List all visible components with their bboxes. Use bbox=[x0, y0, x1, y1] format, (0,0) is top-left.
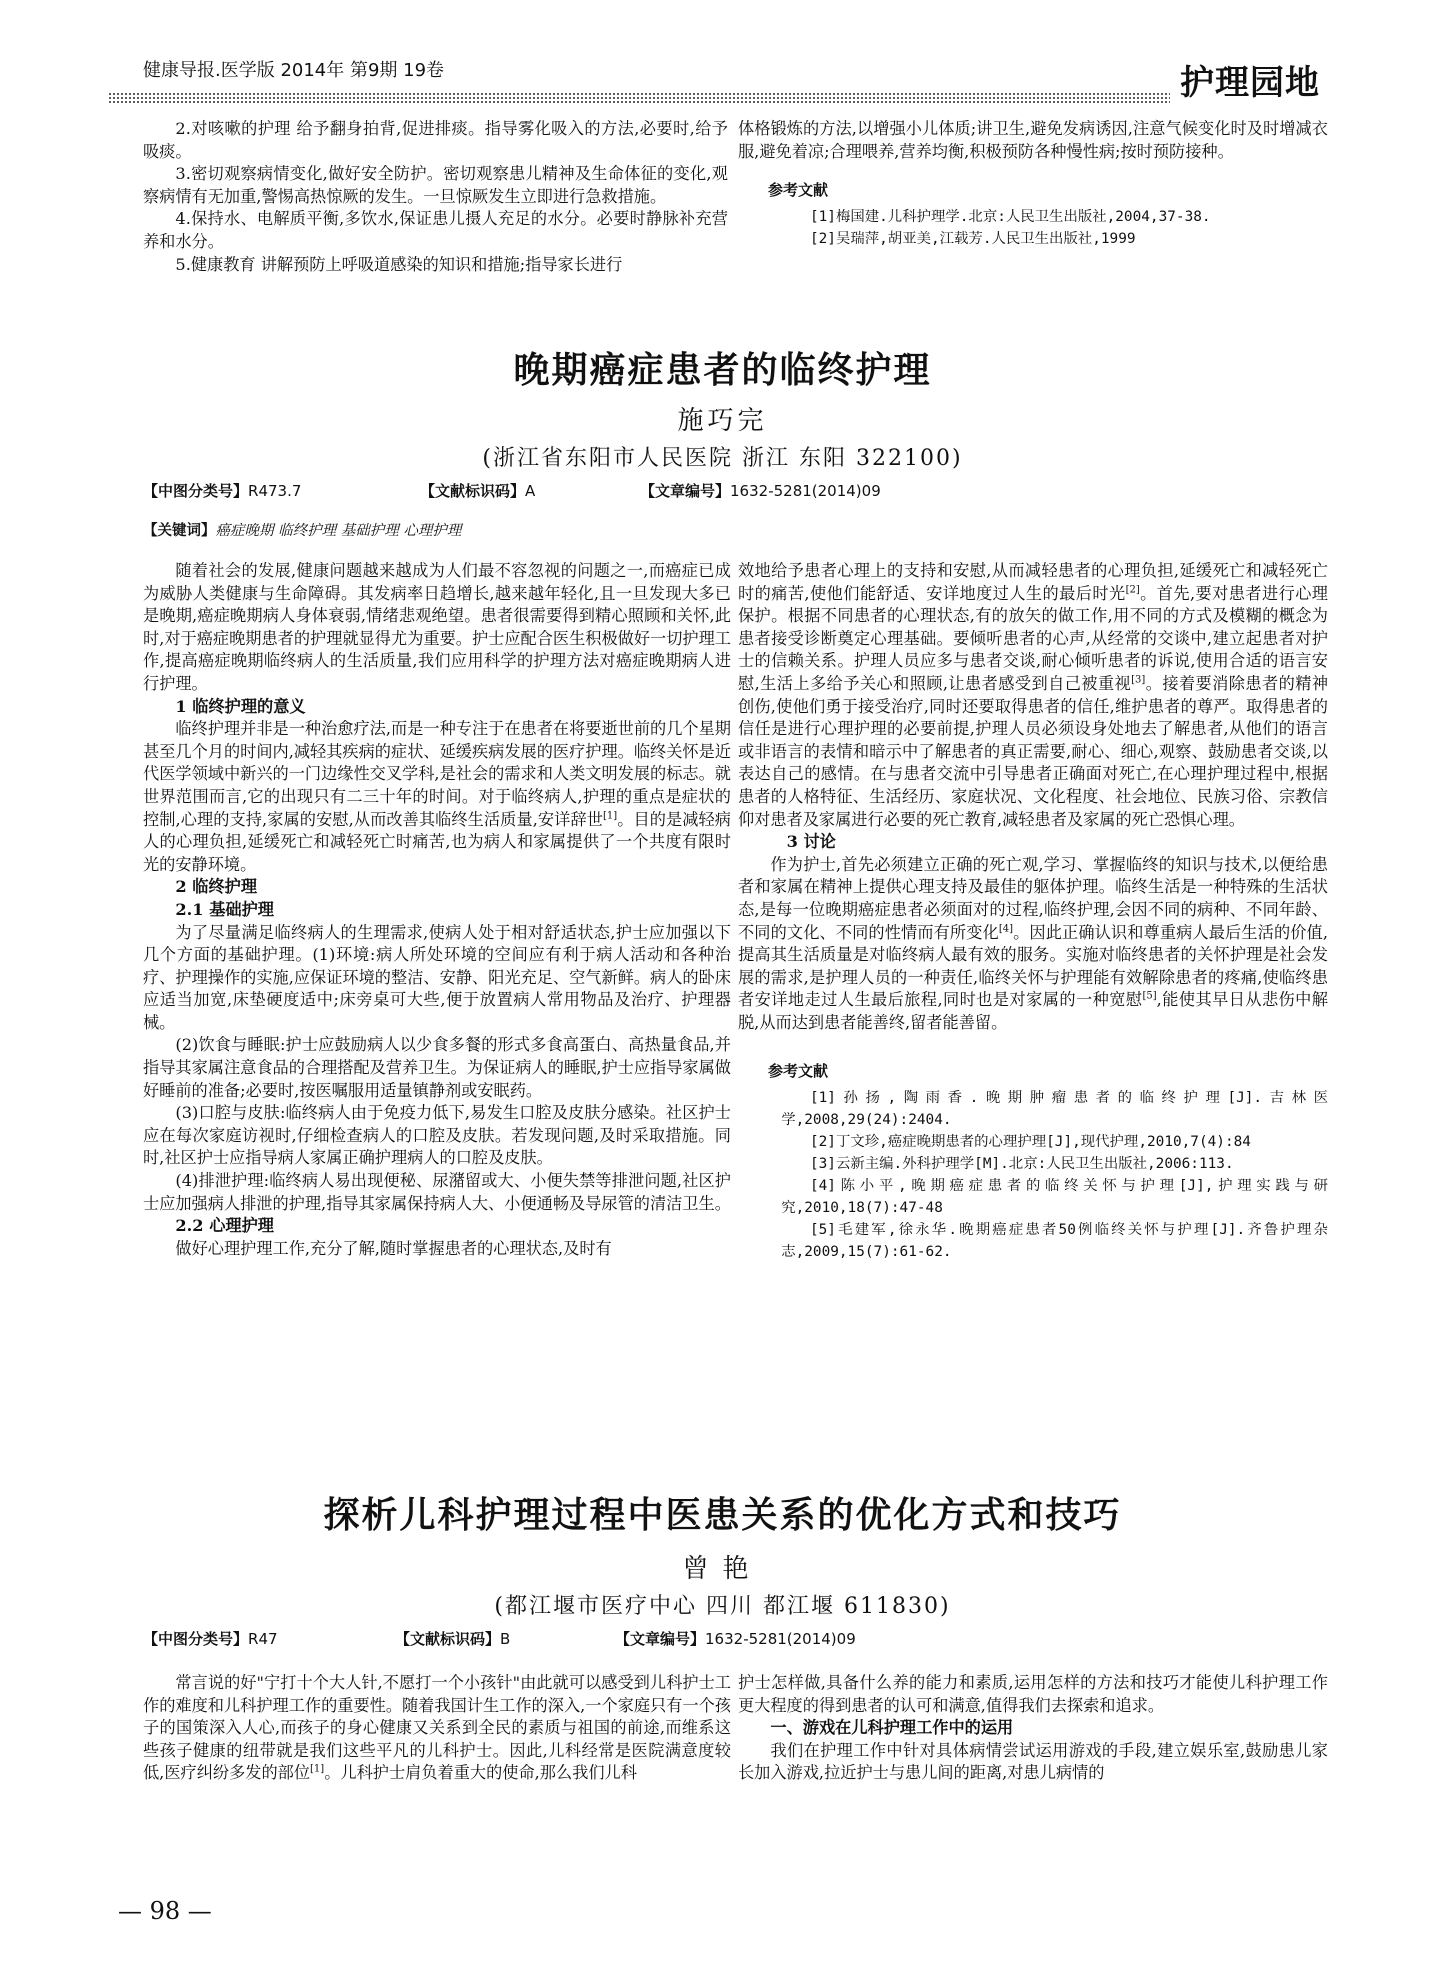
citation: [5] bbox=[1142, 990, 1157, 1002]
reference-item: [1]孙扬,陶雨香.晚期肿瘤患者的临终护理[J].吉林医学,2008,29(24):2404. bbox=[781, 1090, 1328, 1129]
paragraph: (4)排泄护理:临终病人易出现便秘、尿潴留或大、小便失禁等排泄问题,社区护士应加强病人排泄的护理,指导其家属保持病人大、小便通畅及导尿管的清洁卫生。 bbox=[143, 1171, 731, 1213]
subsection-heading: 2.1 基础护理 bbox=[175, 899, 274, 919]
paragraph: 为了尽量满足临终病人的生理需求,使病人处于相对舒适状态,护士应加强以下几个方面的基础护理。(1)环境:病人所处环境的空间应有利于病人活动和各种治疗、护理操作的实施,应保证环境的整洁、安静、阳光充足、空气新鲜。病人的卧床应适当加宽,床垫硬度适中;床旁桌可大些,便于放置病人常用物品及治疗、护理器械。 bbox=[143, 922, 731, 1032]
paragraph: (2)饮食与睡眠:护士应鼓励病人以少食多餐的形式多食高蛋白、高热量食品,并指导其家属注意食品的合理搭配及营养卫生。为保证病人的睡眠,护士应指导家属做好睡前的准备;必要时,按医嘱服用适量镇静剂或安眠药。 bbox=[143, 1035, 731, 1100]
citation: [3] bbox=[1131, 674, 1146, 686]
references-heading: 参考文献 bbox=[768, 1062, 829, 1081]
article2-right-column bbox=[738, 1672, 1328, 1785]
paragraph: 护士怎样做,具备什么养的能力和素质,运用怎样的方法和技巧才能使儿科护理工作更大程度的得到患者的认可和满意,值得我们去探索和追求。 bbox=[738, 1673, 1328, 1715]
reference-item: [2]吴瑞萍,胡亚美,江载芳.人民卫生出版社,1999 bbox=[809, 230, 1136, 247]
page-number: — 98 — bbox=[118, 1897, 212, 1925]
article1-author: 施巧完 bbox=[677, 406, 768, 436]
article2-affiliation: (都江堰市医疗中心 四川 都江堰 611830) bbox=[494, 1594, 951, 1619]
paragraph: 4.保持水、电解质平衡,多饮水,保证患儿摄人充足的水分。必要时静脉补充营养和水分。 bbox=[143, 209, 728, 251]
subsection-heading: 2.2 心理护理 bbox=[175, 1216, 274, 1236]
article2-left-column bbox=[143, 1672, 731, 1785]
references-heading: 参考文献 bbox=[768, 181, 829, 200]
article1-article-number: 【文章编号】1632-5281(2014)09 bbox=[640, 482, 881, 500]
article2-doc-code: 【文献标识码】B bbox=[395, 1630, 511, 1648]
header-dotted-rule bbox=[108, 92, 1170, 104]
article2-title: 探析儿科护理过程中医患关系的优化方式和技巧 bbox=[323, 1495, 1122, 1536]
section-heading: 2 临终护理 bbox=[175, 877, 258, 897]
reference-item: [1]梅国建.儿科护理学.北京:人民卫生出版社,2004,37-38. bbox=[809, 208, 1211, 225]
citation: [2] bbox=[1125, 584, 1140, 596]
citation: [1] bbox=[310, 1763, 325, 1775]
reference-item: [5]毛建军,徐永华.晚期癌症患者50例临终关怀与护理[J].齐鲁护理杂志,2009,15(7):61-62. bbox=[781, 1222, 1328, 1261]
paragraph: 3.密切观察病情变化,做好安全防护。密切观察患儿精神及生命体征的变化,观察病情有无加重,警惕高热惊厥的发生。一旦惊厥发生立即进行急救措施。 bbox=[143, 164, 728, 206]
article2-article-number: 【文章编号】1632-5281(2014)09 bbox=[615, 1630, 856, 1648]
article2-author: 曾艳 bbox=[682, 1554, 763, 1584]
prev-article-right-column bbox=[738, 118, 1328, 250]
section-heading: 一、游戏在儿科护理工作中的运用 bbox=[770, 1718, 1014, 1738]
citation: [4] bbox=[998, 923, 1013, 935]
reference-item: [3]云新主编.外科护理学[M].北京:人民卫生出版社,2006:113. bbox=[809, 1156, 1234, 1173]
section-heading: 1 临终护理的意义 bbox=[175, 696, 306, 716]
paragraph: 5.健康教育 讲解预防上呼吸道感染的知识和措施;指导家长进行 bbox=[175, 254, 623, 274]
paragraph: 我们在护理工作中针对具体病情尝试运用游戏的手段,建立娱乐室,鼓励患儿家长加入游戏,拉近护士与患儿间的距离,对患儿病情的 bbox=[738, 1740, 1328, 1783]
article1-title: 晚期癌症患者的临终护理 bbox=[513, 350, 932, 391]
article2-clc: 【中图分类号】R47 bbox=[143, 1630, 278, 1648]
article1-affiliation: (浙江省东阳市人民医院 浙江 东阳 322100) bbox=[482, 446, 963, 471]
prev-article-left-column bbox=[143, 118, 728, 276]
reference-item: [2]丁文珍,癌症晚期患者的心理护理[J],现代护理,2010,7(4):84 bbox=[809, 1134, 1251, 1151]
citation: [1] bbox=[602, 810, 618, 822]
article1-right-column bbox=[738, 560, 1328, 1263]
paragraph: 作为护士,首先必须建立正确的死亡观,学习、掌握临终的知识与技术,以便给患者和家属在精神上提供心理支持及最佳的躯体护理。临终生活是一种特殊的生活状态,是每一位晚期癌症患者必须面对的过程,临终护理,会因不同的病种、不同年龄、不同的文化、不同的性情而有所变化[4]。因此正确认识和尊重病人最后生活的价值,提高其生活质量是对临终病人最有效的服务。实施对临终患者的关怀护理是社会发展的需求,是护理人员的一种责任,临终关怀与护理能有效解除患者的疼痛,使临终患者安详地走过人生最后旅程,同时也是对家属的一种宽慰[5],能使其早日从悲伤中解脱,从而达到患者能善终,留者能善留。 bbox=[738, 854, 1328, 1032]
paragraph: 常言说的好"宁打十个大人针,不愿打一个小孩针"由此就可以感受到儿科护士工作的难度和儿科护理工作的重要性。随着我国计生工作的深入,一个家庭只有一个孩子的国策深入人心,而孩子的身心健康又关系到全民的素质与祖国的前途,而维系这些孩子健康的纽带就是我们这些平凡的儿科护士。因此,儿科经常是医院满意度较低,医疗纠纷多发的部位[1]。儿科护士肩负着重大的使命,那么我们儿科 bbox=[143, 1673, 731, 1783]
section-heading: 3 讨论 bbox=[786, 832, 836, 852]
article1-clc: 【中图分类号】R473.7 bbox=[143, 482, 302, 500]
running-header: 健康导报.医学版 2014年 第9期 19卷 bbox=[143, 60, 445, 81]
article1-doc-code: 【文献标识码】A bbox=[420, 482, 536, 500]
section-title: 护理园地 bbox=[1180, 63, 1320, 103]
paragraph: 随着社会的发展,健康问题越来越成为人们最不容忽视的问题之一,而癌症已成为威胁人类健康与生命障碍。其发病率日趋增长,越来越年轻化,且一旦发现大多已是晚期,癌症晚期病人身体衰弱,情绪悲观绝望。患者很需要得到精心照顾和关怀,此时,对于癌症晚期患者的护理就显得尤为重要。护士应配合医生积极做好一切护理工作,提高癌症晚期临终病人的生活质量,我们应用科学的护理方法对癌症晚期病人进行护理。 bbox=[143, 561, 731, 693]
article1-left-column bbox=[143, 560, 731, 1260]
paragraph: 效地给予患者心理上的支持和安慰,从而减轻患者的心理负担,延缓死亡和减轻死亡时的痛苦,使他们能舒适、安详地度过人生的最后时光[2]。首先,要对患者进行心理保护。根据不同患者的心理状态,有的放矢的做工作,用不同的方式及模糊的概念为患者接受诊断奠定心理基础。要倾听患者的心声,从经常的交谈中,建立起患者对护士的信赖关系。护理人员应多与患者交谈,耐心倾听患者的诉说,使用合适的语言安慰,生活上多给予关心和照顾,让患者感受到自己被重视[3]。接着要消除患者的精神创伤,使他们勇于接受治疗,同时还要取得患者的信任,维护患者的尊严。取得患者的信任是进行心理护理的必要前提,护理人员必须设身处地去了解患者,从他们的语言或非语言的表情和暗示中了解患者的真正需要,耐心、细心,观察、鼓励患者交谈,以表达自己的感情。在与患者交流中引导患者正确面对死亡,在心理护理过程中,根据患者的人格特征、生活经历、家庭状况、文化程度、社会地位、民族习俗、宗教信仰对患者及家属进行必要的死亡教育,减轻患者及家属的死亡恐惧心理。 bbox=[738, 561, 1329, 829]
paragraph: 2.对咳嗽的护理 给予翻身拍背,促进排痰。指导雾化吸入的方法,必要时,给予吸痰。 bbox=[143, 119, 728, 161]
article1-keywords: 【关键词】癌症晚期 临终护理 基础护理 心理护理 bbox=[143, 523, 462, 539]
paragraph: 体格锻炼的方法,以增强小儿体质;讲卫生,避免发病诱因,注意气候变化时及时增减衣服,避免着凉;合理喂养,营养均衡,积极预防各种慢性病;按时预防接种。 bbox=[738, 119, 1328, 161]
paragraph: 做好心理护理工作,充分了解,随时掌握患者的心理状态,及时有 bbox=[175, 1238, 612, 1258]
paragraph: 临终护理并非是一种治愈疗法,而是一种专注于在患者在将要逝世前的几个星期甚至几个月的时间内,减轻其疾病的症状、延缓疾病发展的医疗护理。临终关怀是近代医学领域中新兴的一门边缘性交叉学科,是社会的需求和人类文明发展的标志。就世界范围而言,它的出现只有二三十年的时间。对于临终病人,护理的重点是症状的控制,心理的支持,家属的安慰,从而改善其临终生活质量,安详辞世[1]。目的是减轻病人的心理负担,延缓死亡和减轻死亡时痛苦,也为病人和家属提供了一个共度有限时光的安静环境。 bbox=[143, 719, 731, 874]
paragraph: (3)口腔与皮肤:临终病人由于免疫力低下,易发生口腔及皮肤分感染。社区护士应在每次家庭访视时,仔细检查病人的口腔及皮肤。若发现问题,及时采取措施。同时,社区护士应指导病人家属正确护理病人的口腔及皮肤。 bbox=[143, 1103, 731, 1168]
reference-item: [4]陈小平,晚期癌症患者的临终关怀与护理[J],护理实践与研究,2010,18(7):47-48 bbox=[781, 1178, 1328, 1217]
